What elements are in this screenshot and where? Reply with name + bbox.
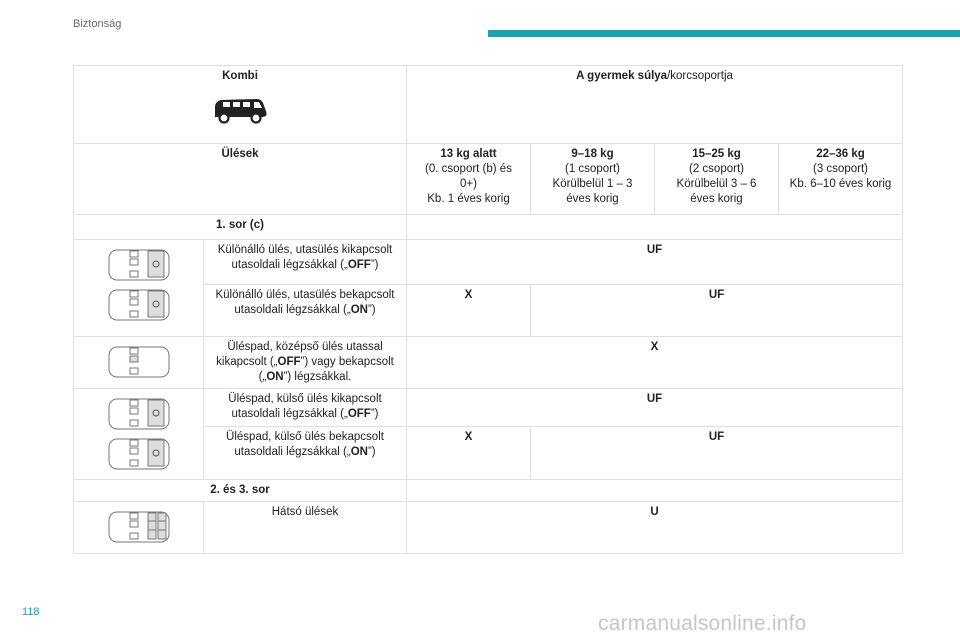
group-line: éves korig xyxy=(566,193,619,205)
desc-text: Üléspad, külső ülés kikapcsolt utasoldali légzsákkal („ xyxy=(228,393,382,420)
value-cell xyxy=(407,502,903,554)
page-number: 118 xyxy=(22,606,40,618)
value-cell xyxy=(407,285,531,337)
desc-text: Hátsó ülések xyxy=(271,506,339,518)
group-weight: 13 kg alatt xyxy=(440,148,497,160)
group-line: Körülbelül 3 – 6 xyxy=(676,178,757,190)
value-text: UF xyxy=(708,289,725,301)
group-cell xyxy=(407,144,531,215)
table-row xyxy=(74,240,903,285)
weight-title-rest: /korcsoportja xyxy=(667,70,733,82)
row-section-label xyxy=(74,480,407,502)
desc-text: ”) xyxy=(370,408,379,420)
group-weight: 9–18 kg xyxy=(571,148,614,160)
desc-text: ”) xyxy=(370,259,379,271)
desc-text: ”) légzsákkal. xyxy=(283,371,352,383)
vehicle-header-cell xyxy=(74,66,407,144)
seat-layout-icon xyxy=(108,247,170,283)
seat-diagram-cell xyxy=(74,502,204,554)
desc-bold: ON xyxy=(266,371,284,383)
group-line: (3 csoport) xyxy=(813,163,868,175)
group-line: Körülbelül 1 – 3 xyxy=(552,178,633,190)
desc-text: Üléspad, külső ülés bekapcsolt utasoldali légzsákkal („ xyxy=(226,431,384,459)
desc-bold: ON xyxy=(350,446,368,459)
group-line: (1 csoport) xyxy=(565,163,620,175)
row-section-label xyxy=(74,215,407,240)
value-cell xyxy=(407,389,903,427)
value-text: UF xyxy=(646,393,663,405)
seat-description xyxy=(204,337,407,389)
group-line: (0. csoport (b) és xyxy=(425,163,512,175)
table-row xyxy=(74,389,903,427)
seat-layout-icon xyxy=(108,436,170,472)
seat-diagram-cell xyxy=(74,389,204,480)
desc-text: ”) xyxy=(367,446,376,459)
table-row xyxy=(74,337,903,389)
watermark: carmanualsonline.info xyxy=(598,612,807,635)
accent-bar xyxy=(488,30,960,37)
row-section-2 xyxy=(74,480,903,502)
seat-description xyxy=(204,240,407,285)
group-cell xyxy=(779,144,903,215)
value-cell xyxy=(407,240,903,285)
group-line: (2 csoport) xyxy=(689,163,744,175)
groups-row xyxy=(74,144,903,215)
desc-bold: ON xyxy=(350,304,368,316)
value-cell xyxy=(531,427,903,480)
group-line: Kb. 6–10 éves korig xyxy=(789,178,892,190)
group-cell xyxy=(531,144,655,215)
value-cell xyxy=(531,285,903,337)
group-line: 0+) xyxy=(460,178,477,190)
seat-description xyxy=(204,285,407,337)
van-icon xyxy=(211,94,269,124)
vehicle-type-label: Kombi xyxy=(222,70,258,82)
desc-text: Különálló ülés, utasülés bekapcsolt utasoldali légzsákkal („ xyxy=(215,289,395,316)
desc-bold: OFF xyxy=(347,259,371,271)
group-cell xyxy=(655,144,779,215)
value-text: U xyxy=(650,506,659,518)
seat-layout-icon xyxy=(108,396,170,432)
child-seat-table xyxy=(73,65,903,554)
weight-header-cell xyxy=(407,66,903,144)
desc-text: ”) xyxy=(367,304,376,316)
value-text: X xyxy=(650,341,659,353)
empty-cell xyxy=(407,215,903,240)
value-cell xyxy=(407,337,903,389)
desc-bold: OFF xyxy=(347,408,371,420)
desc-text: ”) vagy bekapcsolt („ xyxy=(258,356,394,383)
seats-label-cell xyxy=(74,144,407,215)
section-title: Biztonság xyxy=(73,18,122,30)
seat-layout-icon xyxy=(108,344,170,380)
table-row xyxy=(74,502,903,554)
header-row xyxy=(74,66,903,144)
value-text: X xyxy=(464,431,473,444)
desc-bold: OFF xyxy=(277,356,301,368)
seat-description xyxy=(204,389,407,427)
desc-text: Különálló ülés, utasülés kikapcsolt utasoldali légzsákkal („ xyxy=(217,244,393,271)
seats-label: Ülések xyxy=(221,148,259,160)
seat-description xyxy=(204,502,407,554)
empty-cell xyxy=(407,480,903,502)
value-text: UF xyxy=(708,431,725,444)
group-weight: 15–25 kg xyxy=(692,148,741,160)
row-section-text: 1. sor (c) xyxy=(216,219,264,231)
seat-diagram-cell xyxy=(74,240,204,337)
seat-description xyxy=(204,427,407,480)
rear-seats-icon xyxy=(108,509,170,545)
row-section-text: 2. és 3. sor xyxy=(210,484,270,496)
seat-diagram-cell xyxy=(74,337,204,389)
seat-layout-icon xyxy=(108,287,170,323)
group-line: éves korig xyxy=(690,193,743,205)
row-section-1 xyxy=(74,215,903,240)
desc-text: Üléspad, középső ülés utassal kikapcsolt („ xyxy=(216,341,383,368)
value-cell xyxy=(407,427,531,480)
group-line: Kb. 1 éves korig xyxy=(427,193,510,205)
weight-title: A gyermek súlya xyxy=(576,70,668,82)
group-weight: 22–36 kg xyxy=(816,148,865,160)
value-text: UF xyxy=(646,244,663,256)
value-text: X xyxy=(464,289,473,301)
